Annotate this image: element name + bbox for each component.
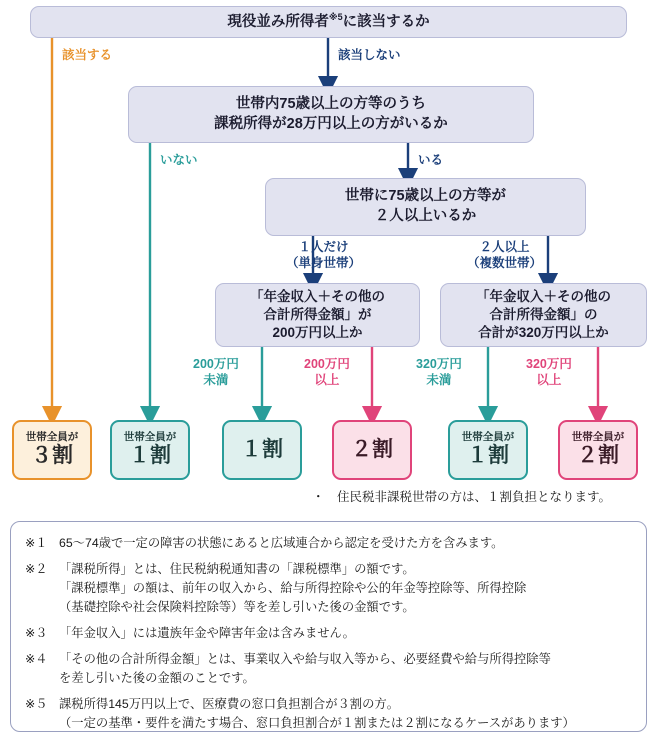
footnote-row-3 [25,624,632,643]
result-box-1wari-all-left [110,420,190,480]
edge-label-multi-household-line1: ２人以上 [479,240,530,254]
footnote-row-1 [25,534,632,553]
edge-label-no-genneki: 該当しない [338,48,401,62]
footnote-body-1 [59,534,632,553]
decision-node-household-28man [128,86,534,143]
decision-node-income-320man-line2: 合計所得金額」の [489,306,598,322]
edge-label-under-320man [416,357,462,388]
result-box-3wari-all-value: ３割 [31,444,73,468]
footnote-body-5 [59,695,632,733]
footnote-mark-2: ※２ [25,562,48,577]
edge-label-yes-genneki: 該当する [62,48,113,62]
footnote-5-line-1: 課税所得145万円以上で、医療費の窓口負担割合が３割の方。 [59,697,399,712]
edge-label-over-320man [526,357,572,388]
edge-label-iru: いる [418,153,444,167]
footnote-body-2 [59,560,632,617]
result-box-2wari-multi [558,420,638,480]
result-box-3wari-all-top: 世帯全員が [25,431,79,444]
footnote-1-line-1: 65〜74歳で一定の障害の状態にあると広域連合から認定を受けた方を含みます。 [59,536,504,550]
decision-node-income-320man-line1: 「年金収入＋その他の [476,288,611,304]
footnote-body-4 [59,650,632,688]
result-box-1wari-multi [448,420,528,480]
decision-node-income-200man-line2: 合計所得金額」が [263,306,372,322]
edge-label-single-household-line2: （単身世帯） [286,255,362,270]
decision-node-household-28man-line2: 課税所得が28万円以上の方がいるか [214,115,448,132]
result-box-1wari-single-value: １割 [241,438,283,462]
edge-label-over-200man-line1: 200万円 [304,357,350,371]
edge-label-single-household [286,240,361,271]
result-box-2wari-multi-top: 世帯全員が [571,431,625,444]
edge-label-single-household-line1: １人だけ [298,240,349,254]
decision-node-income-200man [215,283,420,347]
edge-label-over-200man-line2: 以上 [314,372,340,387]
diagram-note: ・ 住民税非課税世帯の方は、１割負担となります。 [312,490,612,504]
result-box-3wari-all [12,420,92,480]
edge-label-under-320man-line2: 未満 [426,372,452,387]
footnote-2-line-3: （基礎控除や社会保険料控除等）等を差し引いた後の金額です。 [59,600,415,615]
result-box-1wari-multi-top: 世帯全員が [461,431,515,444]
edge-label-multi-household-line2: （複数世帯） [467,255,543,270]
footnote-row-5 [25,695,632,733]
edge-label-multi-household [467,240,542,271]
footnote-2-line-1: 「課税所得」とは、住民税納税通知書の「課税標準」の額です。 [59,562,415,577]
result-box-1wari-multi-value: １割 [467,444,509,468]
edge-label-under-200man-line1: 200万円 [193,357,239,371]
result-box-2wari-multi-value: ２割 [577,444,619,468]
result-box-1wari-single [222,420,302,480]
edge-label-over-200man [304,357,350,388]
footnote-mark-5: ※５ [25,697,48,712]
result-box-2wari-single [332,420,412,480]
decision-node-genneki-label: 現役並み所得者$^{※5}$に該当するか [227,12,430,31]
decision-node-income-200man-line1: 「年金収入＋その他の [250,288,385,304]
edge-label-under-320man-line1: 320万円 [416,357,462,371]
decision-node-income-320man [440,283,647,347]
footnote-body-3 [59,624,632,643]
decision-node-two-or-more [265,178,586,236]
result-box-2wari-single-value: ２割 [351,438,393,462]
edge-label-over-320man-line2: 以上 [536,372,562,387]
footnote-mark-1: ※１ [25,536,48,550]
edge-label-under-200man-line2: 未満 [203,372,229,387]
result-box-1wari-all-left-top: 世帯全員が [123,431,177,444]
footnote-row-2 [25,560,632,617]
decision-node-income-200man-line3: 200万円以上か [272,325,363,341]
edge-label-under-200man [193,357,239,388]
footnote-5-line-2: （一定の基準・要件を満たす場合、窓口負担割合が１割または２割になるケースがあります） [59,716,575,731]
edge-label-over-320man-line1: 320万円 [526,357,572,371]
footnotes-panel [10,521,647,732]
decision-node-income-320man-line3: 合計が320万円以上か [478,325,609,341]
footnote-2-line-2: 「課税標準」の額は、前年の収入から、給与所得控除や公的年金等控除等、所得控除 [59,581,527,596]
result-box-1wari-all-left-value: １割 [129,444,171,468]
footnote-4-line-2: を差し引いた後の金額のことです。 [59,671,255,686]
footnote-mark-4: ※４ [25,652,48,667]
footnote-3-line-1: 「年金収入」には遺族年金や障害年金は含みません。 [59,626,355,641]
edge-label-inai: いない [160,153,198,167]
footnote-mark-3: ※３ [25,626,48,641]
decision-node-genneki [30,6,627,38]
decision-node-household-28man-line1: 世帯内75歳以上の方等のうち [235,95,427,112]
decision-node-two-or-more-line1: 世帯に75歳以上の方等が [344,188,507,205]
decision-node-two-or-more-line2: ２人以上いるか [374,208,477,224]
footnote-row-4 [25,650,632,688]
footnote-4-line-1: 「その他の合計所得金額」とは、事業収入や給与収入等から、必要経費や給与所得控除等 [59,652,551,667]
